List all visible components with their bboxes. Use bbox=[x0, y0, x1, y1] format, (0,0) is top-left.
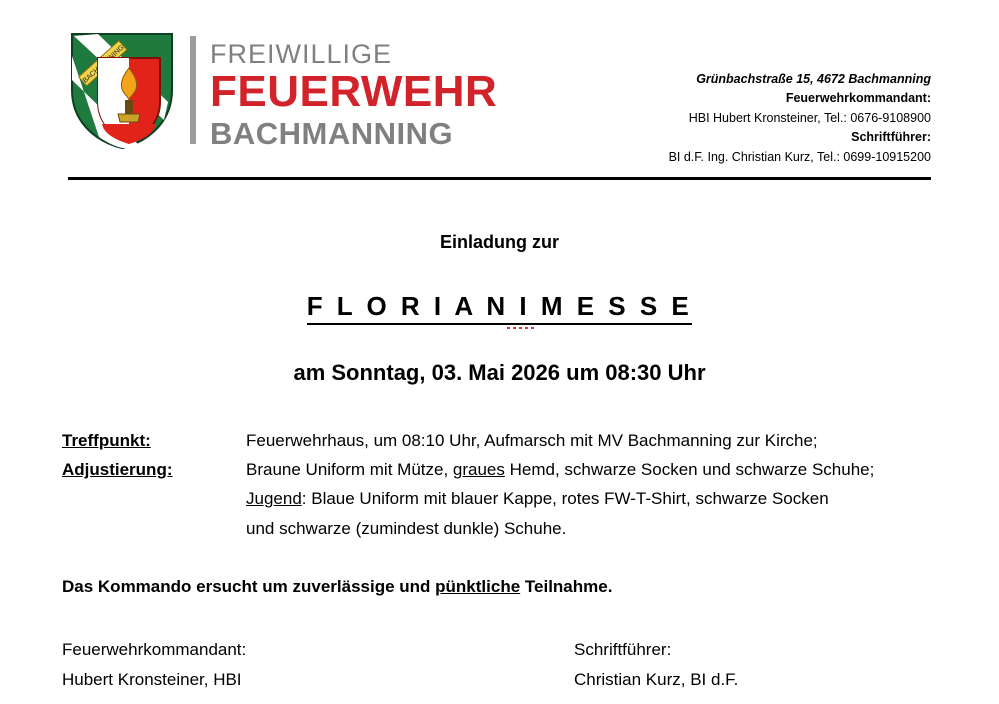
contact-block bbox=[669, 70, 931, 167]
signature-role-commander: Feuerwehrkommandant: bbox=[62, 639, 247, 659]
details-block bbox=[62, 426, 937, 543]
document-body bbox=[0, 232, 999, 694]
request-underlined: pünktliche bbox=[435, 576, 521, 596]
event-datetime: am Sonntag, 03. Mai 2026 um 08:30 Uhr bbox=[293, 359, 706, 385]
detail-continuation-jugend bbox=[246, 484, 937, 513]
jugend-rest: : Blaue Uniform mit blauer Kappe, rotes FW-T-Shirt, schwarze Socken bbox=[301, 489, 829, 509]
jugend-underlined: Jugend bbox=[246, 489, 302, 509]
brand-line-bachmanning: BACHMANNING bbox=[210, 116, 454, 152]
detail-value-treffpunkt: Feuerwehrhaus, um 08:10 Uhr, Aufmarsch mit MV Bachmanning zur Kirche; bbox=[246, 430, 818, 450]
invitation-line: Einladung zur bbox=[440, 231, 559, 252]
contact-address: Grünbachstraße 15, 4672 Bachmanning bbox=[696, 72, 931, 86]
adjustierung-pre: Braune Uniform mit Mütze, bbox=[246, 460, 453, 480]
request-pre: Das Kommando ersucht um zuverlässige und bbox=[62, 576, 436, 596]
contact-role-secretary: Schriftführer: bbox=[851, 130, 931, 145]
signature-names-row bbox=[62, 665, 937, 695]
detail-label-adjustierung-text: Adjustierung: bbox=[62, 460, 173, 480]
detail-continuation-shoes: und schwarze (zumindest dunkle) Schuhe. bbox=[246, 518, 567, 538]
contact-role-commander: Feuerwehrkommandant: bbox=[785, 91, 931, 106]
detail-value-adjustierung bbox=[246, 455, 937, 484]
contact-secretary: BI d.F. Ing. Christian Kurz, Tel.: 0699-10915200 bbox=[668, 149, 931, 164]
signature-name-commander: Hubert Kronsteiner, HBI bbox=[62, 669, 242, 689]
signature-name-secretary: Christian Kurz, BI d.F. bbox=[574, 669, 739, 689]
document-title-text: F L O R I A N I M E S S E bbox=[307, 291, 693, 325]
contact-commander: HBI Hubert Kronsteiner, Tel.: 0676-9108900 bbox=[688, 110, 931, 125]
detail-label-treffpunkt-text: Treffpunkt: bbox=[62, 430, 151, 450]
brand-line-feuerwehr: FEUERWEHR bbox=[210, 67, 498, 117]
detail-label-adjustierung bbox=[62, 455, 246, 484]
signature-role-secretary: Schriftführer: bbox=[574, 639, 672, 659]
adjustierung-post: Hemd, schwarze Socken und schwarze Schuhe; bbox=[504, 460, 875, 480]
fire-brigade-crest-icon bbox=[68, 28, 176, 152]
signature-roles-row bbox=[62, 635, 937, 665]
header-rule bbox=[68, 177, 931, 180]
document-header bbox=[0, 0, 999, 167]
brand-block bbox=[68, 28, 497, 152]
detail-label-treffpunkt bbox=[62, 426, 246, 455]
document-title bbox=[62, 291, 937, 322]
request-post: Teilnahme. bbox=[520, 576, 613, 596]
brand-text bbox=[210, 40, 497, 151]
detail-row bbox=[62, 455, 937, 484]
signatures-block bbox=[62, 635, 937, 695]
request-line bbox=[62, 577, 937, 597]
brand-divider bbox=[190, 36, 196, 144]
detail-row bbox=[62, 426, 937, 455]
brand-line-freiwillige: FREIWILLIGE bbox=[210, 39, 393, 69]
adjustierung-underlined: graues bbox=[452, 460, 505, 480]
